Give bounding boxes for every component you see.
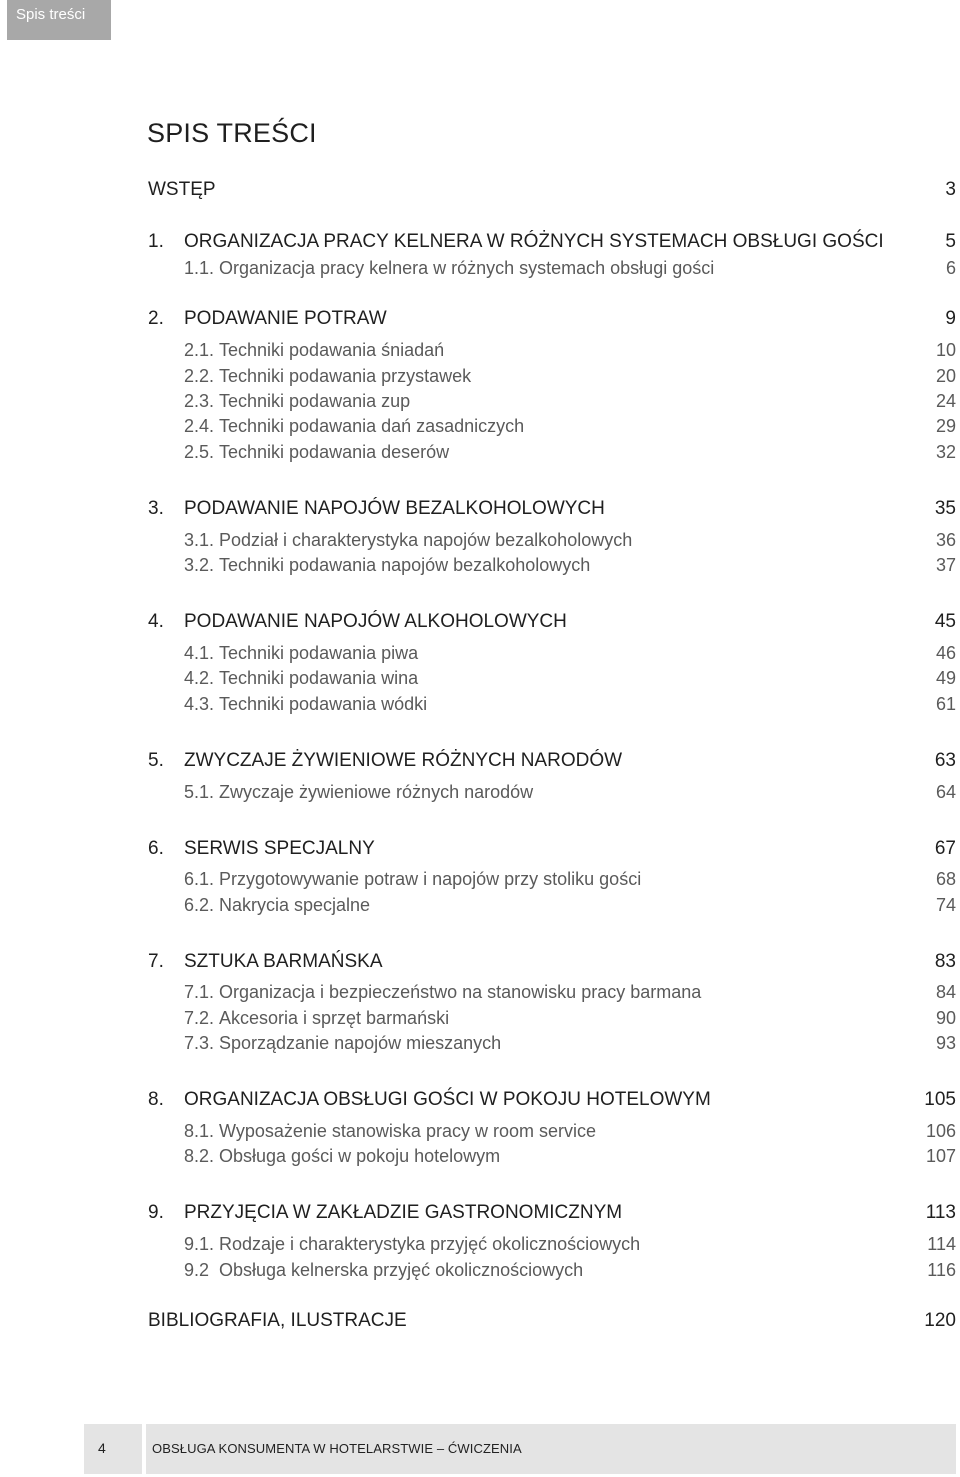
toc-section-7-2[interactable]: [148, 1008, 956, 1032]
toc-page-number: 83: [934, 951, 956, 972]
toc-page-number: 68: [935, 869, 956, 889]
toc-section-1-1[interactable]: [148, 258, 956, 282]
toc-section-number: 9.1.: [184, 1234, 215, 1254]
toc-page-number: 74: [935, 895, 956, 915]
toc-section-2-5[interactable]: [148, 442, 956, 466]
toc-page-number: 106: [925, 1121, 956, 1141]
toc-page-number: 3: [945, 179, 956, 200]
toc-section-4-2[interactable]: [148, 668, 956, 692]
toc-section-title: Akcesoria i sprzęt barmański: [219, 1008, 450, 1028]
toc-section-title: Rodzaje i charakterystyka przyjęć okolicznościowych: [219, 1234, 641, 1254]
toc-chapter-1[interactable]: [148, 231, 956, 255]
toc-chapter-number: 5.: [148, 750, 164, 771]
toc-page-number: 105: [924, 1089, 956, 1110]
toc-page-number: 37: [935, 555, 956, 575]
toc-section-title: Techniki podawania napojów bezalkoholowych: [219, 555, 591, 575]
toc-page-number: 36: [935, 530, 956, 550]
toc-page-number: 32: [935, 442, 956, 462]
toc-chapter-number: 3.: [148, 498, 164, 519]
toc-section-4-1[interactable]: [148, 643, 956, 667]
toc-chapter-title: ORGANIZACJA OBSŁUGI GOŚCI W POKOJU HOTELOWYM: [184, 1089, 711, 1110]
toc-section-number: 2.3.: [184, 391, 215, 411]
toc-section-title: Techniki podawania przystawek: [219, 366, 472, 386]
toc-section-title: Organizacja pracy kelnera w różnych systemach obsługi gości: [219, 258, 715, 278]
toc-section-number: 4.3.: [184, 694, 215, 714]
toc-section-number: 2.4.: [184, 416, 215, 436]
toc-page-number: 35: [934, 498, 956, 519]
toc-section-8-2[interactable]: [148, 1146, 956, 1170]
toc-page-number: 45: [934, 611, 956, 632]
toc-page-number: 116: [927, 1260, 956, 1280]
toc-section-number: 7.3.: [184, 1033, 215, 1053]
toc-section-title: Techniki podawania wódki: [219, 694, 428, 714]
toc-section-number: 6.1.: [184, 869, 215, 889]
toc-page-number: 63: [934, 750, 956, 771]
toc-section-6-2[interactable]: [148, 895, 956, 919]
toc-section-number: 6.2.: [184, 895, 215, 915]
toc-page-number: 24: [935, 391, 956, 411]
toc-chapter-5[interactable]: [148, 750, 956, 774]
toc-section-title: Techniki podawania piwa: [219, 643, 419, 663]
page-footer: [0, 1424, 960, 1474]
toc-section-number: 4.2.: [184, 668, 215, 688]
footer-page-number: 4: [84, 1424, 142, 1474]
toc-page-number: 90: [935, 1008, 956, 1028]
toc-chapter-7[interactable]: [148, 951, 956, 975]
toc-section-title: Obsługa gości w pokoju hotelowym: [219, 1146, 501, 1166]
toc-section-title: Techniki podawania dań zasadniczych: [219, 416, 525, 436]
toc-section-number: 3.2.: [184, 555, 215, 575]
toc-page-number: 120: [924, 1310, 956, 1331]
footer-book-title: OBSŁUGA KONSUMENTA W HOTELARSTWIE – ĆWICZENIA: [146, 1424, 956, 1474]
toc-section-title: Organizacja i bezpieczeństwo na stanowisku pracy barmana: [219, 982, 702, 1002]
toc-section-title: Techniki podawania wina: [219, 668, 419, 688]
toc-section-2-4[interactable]: [148, 416, 956, 440]
page-title: SPIS TREŚCI: [147, 118, 317, 148]
toc-page-number: 5: [945, 231, 956, 252]
toc-entry-title: BIBLIOGRAFIA, ILUSTRACJE: [148, 1310, 407, 1331]
toc-section-number: 8.1.: [184, 1121, 215, 1141]
toc-page-number: 84: [935, 982, 956, 1002]
toc-section-3-2[interactable]: [148, 555, 956, 579]
toc-page-number: 61: [935, 694, 956, 714]
toc-entry-intro[interactable]: [148, 179, 956, 203]
toc-section-number: 2.5.: [184, 442, 215, 462]
toc-page-number: 93: [935, 1033, 956, 1053]
toc-chapter-number: 2.: [148, 308, 164, 329]
toc-chapter-title: PRZYJĘCIA W ZAKŁADZIE GASTRONOMICZNYM: [184, 1202, 623, 1223]
toc-section-number: 3.1.: [184, 530, 215, 550]
toc-page-number: 6: [945, 258, 956, 278]
toc-chapter-title: SERWIS SPECJALNY: [184, 838, 375, 859]
toc-section-7-1[interactable]: [148, 982, 956, 1006]
toc-chapter-title: PODAWANIE POTRAW: [184, 308, 387, 329]
toc-chapter-2[interactable]: [148, 308, 956, 332]
toc-section-number: 1.1.: [184, 258, 215, 278]
toc-section-2-2[interactable]: [148, 366, 956, 390]
toc-page-number: 67: [934, 838, 956, 859]
toc-section-9-1[interactable]: [148, 1234, 956, 1258]
toc-section-title: Wyposażenie stanowiska pracy w room service: [219, 1121, 596, 1141]
toc-chapter-number: 1.: [148, 231, 164, 252]
toc-section-number: 2.1.: [184, 340, 215, 360]
toc-chapter-title: PODAWANIE NAPOJÓW BEZALKOHOLOWYCH: [184, 498, 605, 519]
toc-section-2-1[interactable]: [148, 340, 956, 364]
toc-page-number: 9: [945, 308, 956, 329]
toc-page-number: 46: [935, 643, 956, 663]
toc-chapter-number: 8.: [148, 1089, 164, 1110]
toc-page-number: 113: [925, 1202, 956, 1223]
toc-section-number: 5.1.: [184, 782, 215, 802]
section-tab: Spis treści: [7, 0, 111, 40]
toc-section-6-1[interactable]: [148, 869, 956, 893]
toc-section-9-2[interactable]: [148, 1260, 956, 1284]
toc-section-title: Podział i charakterystyka napojów bezalkoholowych: [219, 530, 633, 550]
toc-chapter-title: ZWYCZAJE ŻYWIENIOWE RÓŻNYCH NARODÓW: [184, 750, 623, 771]
toc-chapter-number: 7.: [148, 951, 164, 972]
toc-chapter-title: ORGANIZACJA PRACY KELNERA W RÓŻNYCH SYSTEMACH OBSŁUGI GOŚCI: [184, 231, 884, 252]
toc-page-number: 107: [925, 1146, 956, 1166]
toc-chapter-4[interactable]: [148, 611, 956, 635]
toc-chapter-number: 6.: [148, 838, 164, 859]
toc-chapter-8[interactable]: [148, 1089, 956, 1113]
toc-entry-title: WSTĘP: [148, 179, 216, 200]
toc-chapter-9[interactable]: [148, 1202, 956, 1226]
toc-section-number: 2.2.: [184, 366, 215, 386]
toc-chapter-title: SZTUKA BARMAŃSKA: [184, 951, 383, 972]
toc-section-number: 7.1.: [184, 982, 215, 1002]
toc-section-title: Techniki podawania śniadań: [219, 340, 445, 360]
toc-section-title: Obsługa kelnerska przyjęć okolicznościowych: [219, 1260, 584, 1280]
toc-section-title: Nakrycia specjalne: [219, 895, 371, 915]
toc-section-title: Sporządzanie napojów mieszanych: [219, 1033, 502, 1053]
toc-section-3-1[interactable]: [148, 530, 956, 554]
toc-section-5-1[interactable]: [148, 782, 956, 806]
toc-page-number: 20: [935, 366, 956, 386]
toc-chapter-number: 9.: [148, 1202, 164, 1223]
toc-section-number: 8.2.: [184, 1146, 215, 1166]
toc-page-number: 29: [935, 416, 956, 436]
toc-page-number: 64: [935, 782, 956, 802]
toc-section-title: Przygotowywanie potraw i napojów przy stoliku gości: [219, 869, 642, 889]
toc-section-title: Techniki podawania deserów: [219, 442, 450, 462]
toc-section-8-1[interactable]: [148, 1121, 956, 1145]
toc-page-number: 10: [935, 340, 956, 360]
toc-section-number: 7.2.: [184, 1008, 215, 1028]
toc-section-7-3[interactable]: [148, 1033, 956, 1057]
toc-chapter-3[interactable]: [148, 498, 956, 522]
toc-chapter-title: PODAWANIE NAPOJÓW ALKOHOLOWYCH: [184, 611, 567, 632]
toc-chapter-number: 4.: [148, 611, 164, 632]
toc-section-number: 9.2: [184, 1260, 210, 1280]
toc-page-number: 114: [927, 1234, 956, 1254]
toc-chapter-6[interactable]: [148, 838, 956, 862]
toc-section-2-3[interactable]: [148, 391, 956, 415]
toc-section-4-3[interactable]: [148, 694, 956, 718]
toc-section-number: 4.1.: [184, 643, 215, 663]
toc-page-number: 49: [935, 668, 956, 688]
toc-section-title: Techniki podawania zup: [219, 391, 411, 411]
toc-section-title: Zwyczaje żywieniowe różnych narodów: [219, 782, 534, 802]
toc-entry-bibliography[interactable]: [148, 1310, 956, 1334]
